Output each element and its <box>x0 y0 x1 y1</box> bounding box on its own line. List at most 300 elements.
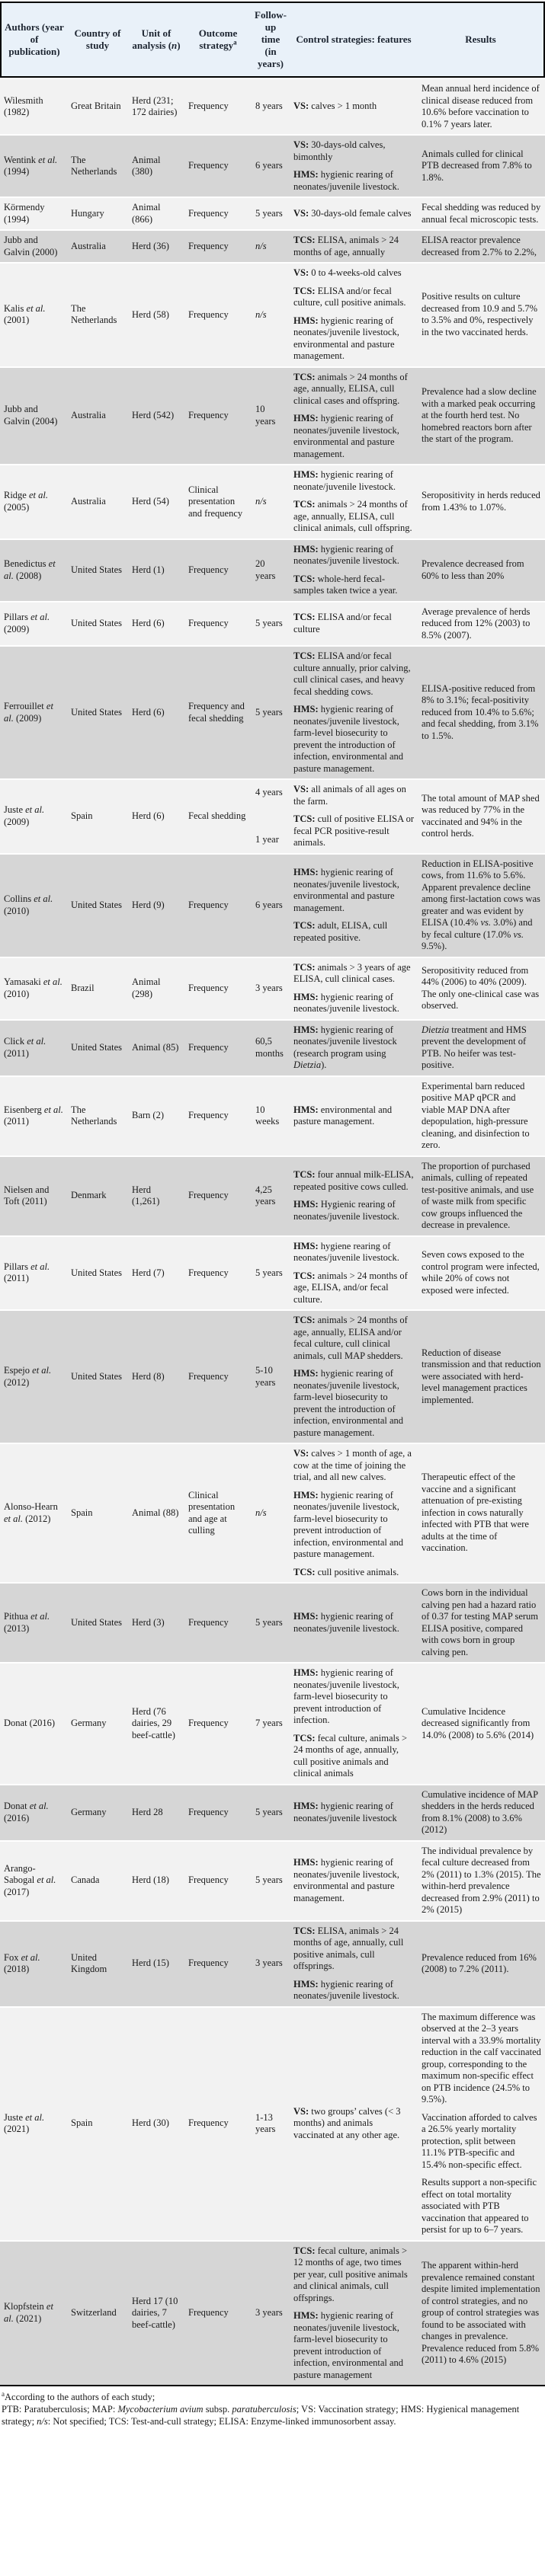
followup-value: 3 years <box>255 2307 283 2318</box>
followup-cell <box>252 264 290 366</box>
followup-cell <box>252 2242 290 2387</box>
table-row <box>0 647 545 778</box>
strategy-item: HMS: hygienic rearing of neonates/juvenile livestock (research program using Dietzia). <box>293 1024 397 1070</box>
unit-cell: Herd (9) <box>128 855 184 957</box>
authors-cell: Benedictus et al. (2008) <box>0 540 67 601</box>
followup-cell <box>252 231 290 262</box>
results-cell <box>418 958 545 1019</box>
result-paragraph: Seven cows exposed to the control program were infected, while 20% of cows not exposed were infected. <box>422 1249 540 1296</box>
strategies-cell <box>290 2008 418 2240</box>
results-cell <box>418 1021 545 1075</box>
results-cell <box>418 1922 545 2006</box>
country-cell: United States <box>67 540 128 601</box>
outcome-cell: Frequency <box>184 1785 252 1840</box>
strategy-item: HMS: hygienic rearing of neonates/juvenile livestock. <box>293 991 399 1014</box>
followup-cell <box>252 780 290 853</box>
authors-cell: Körmendy (1994) <box>0 198 67 229</box>
followup-cell <box>252 79 290 134</box>
strategy-item: HMS: hygienic rearing of neonates/juvenile livestock, farm-level biosecurity to prevent the introduction of infection, environmental and pasture management. <box>293 1368 404 1438</box>
unit-cell: Animal (85) <box>128 1021 184 1075</box>
followup-value: 6 years <box>255 160 283 171</box>
country-cell: Brazil <box>67 958 128 1019</box>
table-row <box>0 540 545 601</box>
followup-cell <box>252 1077 290 1155</box>
followup-value: 5 years <box>255 618 283 628</box>
results-cell <box>418 1311 545 1443</box>
followup-cell <box>252 855 290 957</box>
strategies-cell <box>290 1444 418 1582</box>
authors-cell: Klopfstein et al. (2021) <box>0 2242 67 2387</box>
followup-cell <box>252 1157 290 1235</box>
result-paragraph: Cows born in the individual calving pen had a hazard ratio of 0.37 for testing MAP serum ELISA positive, compared with cows born in group calving pen. <box>422 1587 538 1657</box>
table-header <box>0 2 545 78</box>
authors-cell: Jubb and Galvin (2000) <box>0 231 67 262</box>
followup-cell <box>252 647 290 778</box>
results-cell <box>418 602 545 646</box>
country-cell: United States <box>67 602 128 646</box>
result-paragraph: Seropositivity reduced from 44% (2006) to 40% (2009). The only one-clinical case was observed. <box>422 964 540 1011</box>
result-paragraph: Animals culled for clinical PTB decreased from 7.8% to 1.8%. <box>422 148 532 183</box>
strategy-item: HMS: hygienic rearing of neonates/juvenile livestock <box>293 1801 397 1823</box>
results-cell <box>418 780 545 853</box>
strategies-cell <box>290 79 418 134</box>
strategy-item: HMS: hygienic rearing of neonates/juvenile livestock, farm-level biosecurity to prevent the introduction of infection, environmental and pasture management. <box>293 704 404 774</box>
result-paragraph: Mean annual herd incidence of clinical disease reduced from 10.6% before vaccination to 0.1% 7 years later. <box>422 83 540 129</box>
authors-cell: Espejo et al. (2012) <box>0 1311 67 1443</box>
followup-value: 5 years <box>255 1616 283 1628</box>
results-cell <box>418 1157 545 1235</box>
result-paragraph: Results support a non-specific effect on total mortality associated with PTB vaccination that appeared to persist for up to 6–7 years. <box>422 2177 537 2235</box>
results-cell <box>418 855 545 957</box>
authors-cell: Pillars et al. (2009) <box>0 602 67 646</box>
strategies-cell <box>290 1157 418 1235</box>
authors-cell: Click et al. (2011) <box>0 1021 67 1075</box>
table-row <box>0 368 545 465</box>
followup-cell <box>252 540 290 601</box>
country-cell: Canada <box>67 1842 128 1920</box>
strategy-item: TCS: four annual milk-ELISA, repeated positive cows culled. <box>293 1169 414 1192</box>
unit-cell: Herd (6) <box>128 602 184 646</box>
country-cell: Spain <box>67 780 128 853</box>
unit-cell: Herd (3) <box>128 1584 184 1662</box>
outcome-cell: Frequency <box>184 958 252 1019</box>
outcome-cell: Frequency <box>184 198 252 229</box>
strategies-cell <box>290 1785 418 1840</box>
result-paragraph: Dietzia treatment and HMS prevent the development of PTB. No heifer was test-positive. <box>422 1024 527 1070</box>
followup-cell <box>252 198 290 229</box>
strategies-cell <box>290 136 418 197</box>
strategy-item: HMS: hygienic rearing of neonates/juvenile livestock, farm-level biosecurity to prevent introduction of infection, environmental and pasture management. <box>293 1489 404 1559</box>
followup-cell <box>252 465 290 539</box>
unit-cell: Herd (6) <box>128 780 184 853</box>
results-cell <box>418 1077 545 1155</box>
strategies-cell <box>290 647 418 778</box>
result-paragraph: The individual prevalence by fecal culture decreased from 2% (2011) to 1.3% (2015). The within-herd prevalence decreased from 2.9% (2011) to 2% (2015) <box>422 1845 541 1915</box>
unit-cell: Herd (6) <box>128 647 184 778</box>
strategies-cell <box>290 1664 418 1784</box>
strategy-item: HMS: hygienic rearing of neonates/juvenile livestock. <box>293 169 399 192</box>
unit-cell: Herd (58) <box>128 264 184 366</box>
authors-cell: Pithua et al. (2013) <box>0 1584 67 1662</box>
result-paragraph: Average prevalence of herds reduced from 12% (2003) to 8.5% (2007). <box>422 606 531 641</box>
outcome-cell: Frequency <box>184 1311 252 1443</box>
table-row <box>0 2242 545 2387</box>
results-cell <box>418 1444 545 1582</box>
outcome-cell: Frequency <box>184 136 252 197</box>
followup-value: n/s <box>255 1507 267 1518</box>
unit-cell: Herd (36) <box>128 231 184 262</box>
unit-cell: Herd (542) <box>128 368 184 465</box>
country-cell: United States <box>67 1237 128 1310</box>
result-paragraph: Prevalence had a slow decline with a marked peak occurring at the fourth herd test. No homebred reactors born after the start of the program. <box>422 386 537 444</box>
column-header: Follow-up time (in years) <box>252 2 290 78</box>
table-row <box>0 958 545 1019</box>
strategies-cell <box>290 1021 418 1075</box>
strategy-item: TCS: fecal culture, animals > 12 months of age, two times per year, cull positive animals and clinical animals, cull offsprings. <box>293 2245 408 2303</box>
column-header: Control strategies: features <box>290 2 418 78</box>
results-cell <box>418 540 545 601</box>
country-cell: Spain <box>67 2008 128 2240</box>
results-cell <box>418 1584 545 1662</box>
strategy-item: HMS: hygienic rearing of neonates/juvenile livestock. <box>293 1978 399 2001</box>
country-cell: United States <box>67 1584 128 1662</box>
unit-cell: Herd 17 (10 dairies, 7 beef-cattle) <box>128 2242 184 2387</box>
followup-value: 7 years <box>255 1718 283 1728</box>
strategy-item: HMS: hygienic rearing of neonates/juvenile livestock. <box>293 543 399 566</box>
outcome-cell: Frequency <box>184 1842 252 1920</box>
table-row <box>0 1237 545 1310</box>
strategy-item: HMS: hygienic rearing of neonates/juvenile livestock, farm-level biosecurity to prevent introduction of infection. <box>293 1667 399 1725</box>
strategy-item: HMS: hygienic rearing of neonates/juvenile livestock, environmental and pasture management. <box>293 413 399 459</box>
unit-cell: Herd (1) <box>128 540 184 601</box>
country-cell: Switzerland <box>67 2242 128 2387</box>
table-row <box>0 1444 545 1582</box>
outcome-cell: Frequency <box>184 1664 252 1784</box>
followup-value: n/s <box>255 496 267 507</box>
followup-value: 5 years <box>255 207 283 219</box>
unit-cell: Herd 28 <box>128 1785 184 1840</box>
strategy-item: TCS: cull positive animals. <box>293 1566 399 1577</box>
result-paragraph: ELISA-positive reduced from 8% to 3.1%; fecal-positivity reduced from 10.4% to 5.6%; and fecal shedding, from 3.1% to 1.5%. <box>422 682 539 741</box>
followup-value: 5-10 years <box>255 1365 276 1388</box>
outcome-cell: Frequency <box>184 2242 252 2387</box>
unit-cell: Herd (15) <box>128 1922 184 2006</box>
strategy-item: VS: all animals of all ages on the farm. <box>293 784 406 807</box>
unit-cell: Animal (866) <box>128 198 184 229</box>
authors-cell: Juste et al. (2021) <box>0 2008 67 2240</box>
country-cell: United States <box>67 1311 128 1443</box>
column-header: Outcome strategy$^a$ <box>184 2 252 78</box>
strategies-cell <box>290 1922 418 2006</box>
strategy-item: TCS: animals > 24 months of age, annually, ELISA, cull clinical animals, cull offspring. <box>293 499 412 533</box>
strategy-item: TCS: fecal culture, animals > 24 months of age, annually, cull positive animals and clinical animals <box>293 1732 408 1779</box>
outcome-cell: Frequency <box>184 2008 252 2240</box>
followup-value: 20 years <box>255 558 276 581</box>
table-row <box>0 1922 545 2006</box>
strategy-item: VS: 30-days-old female calves <box>293 207 412 219</box>
strategies-cell <box>290 368 418 465</box>
results-cell <box>418 231 545 262</box>
authors-cell: Donat (2016) <box>0 1664 67 1784</box>
column-header: Country of study <box>67 2 128 78</box>
followup-cell <box>252 1842 290 1920</box>
outcome-cell: Frequency <box>184 1021 252 1075</box>
result-paragraph: The total amount of MAP shed was reduced by 77% in the vaccinated and 94% in the control herds. <box>422 792 540 839</box>
strategy-item: TCS: animals > 3 years of age ELISA, cull clinical cases. <box>293 961 411 984</box>
results-cell <box>418 1237 545 1310</box>
strategies-cell <box>290 198 418 229</box>
strategies-cell <box>290 780 418 853</box>
results-cell <box>418 1785 545 1840</box>
strategies-cell <box>290 855 418 957</box>
followup-value: 60,5 months <box>255 1036 284 1059</box>
followup-cell <box>252 1237 290 1310</box>
unit-cell: Herd (76 dairies, 29 beef-cattle) <box>128 1664 184 1784</box>
authors-cell: Wilesmith (1982) <box>0 79 67 134</box>
strategy-item: HMS: Hygienic rearing of neonates/juvenile livestock. <box>293 1199 399 1222</box>
followup-value: 5 years <box>255 1874 283 1886</box>
followup-value: 4,25 years <box>255 1184 276 1207</box>
table-row <box>0 1664 545 1784</box>
authors-cell: Fox et al. (2018) <box>0 1922 67 2006</box>
strategy-item: TCS: ELISA, animals > 24 months of age, annually <box>293 235 399 257</box>
unit-cell: Herd (54) <box>128 465 184 539</box>
strategy-item: TCS: ELISA, animals > 24 months of age, annually, cull positive animals, cull offsprings. <box>293 1925 404 1971</box>
strategy-item: HMS: hygienic rearing of neonates/juvenile livestock, environmental and pasture management. <box>293 867 399 913</box>
outcome-cell: Frequency <box>184 1157 252 1235</box>
strategy-item: VS: two groups’ calves (< 3 months) and animals vaccinated at any other age. <box>293 2105 401 2140</box>
unit-cell: Animal (88) <box>128 1444 184 1582</box>
column-header: Unit of analysis (n) <box>128 2 184 78</box>
strategies-cell <box>290 2242 418 2387</box>
table-body <box>0 79 545 2386</box>
results-cell <box>418 136 545 197</box>
outcome-cell: Clinical presentation and frequency <box>184 465 252 539</box>
result-paragraph: Positive results on culture decreased from 10.9 and 5.7% to 3.5% and 0%, respectively in the two vaccinated herds. <box>422 291 538 337</box>
table-row <box>0 264 545 366</box>
authors-cell: Wentink et al. (1994) <box>0 136 67 197</box>
outcome-cell: Frequency <box>184 231 252 262</box>
country-cell: Germany <box>67 1664 128 1784</box>
followup-cell <box>252 1021 290 1075</box>
strategy-item: TCS: ELISA and/or fecal culture, cull positive animals. <box>293 285 406 308</box>
table-row <box>0 198 545 229</box>
table-row <box>0 1785 545 1840</box>
authors-cell: Nielsen and Toft (2011) <box>0 1157 67 1235</box>
strategy-item: TCS: animals > 24 months of age, ELISA, and/or fecal culture. <box>293 1270 408 1305</box>
strategy-item: TCS: whole-herd fecal-samples taken twice a year. <box>293 573 398 596</box>
outcome-cell: Frequency <box>184 1584 252 1662</box>
outcome-cell: Frequency <box>184 602 252 646</box>
country-cell: Australia <box>67 368 128 465</box>
strategies-cell <box>290 958 418 1019</box>
table-row <box>0 465 545 539</box>
strategies-cell <box>290 264 418 366</box>
followup-cell <box>252 958 290 1019</box>
strategies-cell <box>290 1237 418 1310</box>
strategy-item: TCS: adult, ELISA, cull repeated positive. <box>293 920 388 943</box>
strategies-cell <box>290 1077 418 1155</box>
country-cell: Spain <box>67 1444 128 1582</box>
strategy-item: VS: 30-days-old calves, bimonthly <box>293 139 386 162</box>
strategies-cell <box>290 1311 418 1443</box>
followup-value: 5 years <box>255 1267 283 1278</box>
strategy-item: VS: calves > 1 month <box>293 101 377 112</box>
outcome-cell: Frequency and fecal shedding <box>184 647 252 778</box>
result-paragraph: The apparent within-herd prevalence remained constant despite limited implementation of control strategies, and no group of control strategies was found to be associated with changes in prevalence. Prevalence reduced from 5.8% (2011) to 4.6% (2015) <box>422 2260 540 2365</box>
table-row <box>0 1842 545 1920</box>
followup-cell <box>252 1922 290 2006</box>
followup-cell <box>252 602 290 646</box>
followup-value: 6 years <box>255 899 283 910</box>
authors-cell: Ridge et al. (2005) <box>0 465 67 539</box>
authors-cell: Arango-Sabogal et al. (2017) <box>0 1842 67 1920</box>
column-header: Authors (year of publication) <box>0 2 67 78</box>
strategy-item: VS: 0 to 4-weeks-old calves <box>293 267 402 278</box>
followup-value: 1-13 years <box>255 2111 276 2134</box>
result-paragraph: Prevalence decreased from 60% to less than 20% <box>422 558 524 581</box>
table-row <box>0 1077 545 1155</box>
result-paragraph: Vaccination afforded to calves a 26.5% yearly mortality protection, split between 11.1% PTB-specific and 15.4% non-specific effect. <box>422 2111 537 2170</box>
outcome-cell: Frequency <box>184 1077 252 1155</box>
followup-value: 10 years <box>255 404 276 427</box>
strategy-item: HMS: hygienic rearing of neonates/juvenile livestock, farm-level biosecurity to prevent introduction of infection, environmental and pasture management <box>293 2310 404 2380</box>
country-cell: United States <box>67 647 128 778</box>
footnote-line: PTB: Paratuberculosis; MAP: Mycobacterium avium subsp. paratuberculosis; VS: Vaccination strategy; HMS: Hygienical management strategy; n/s: Not specified; TCS: Test-and-cull strategy; ELISA: Enzyme-linked immunosorbent assay. <box>2 2404 520 2427</box>
footnote-line: $^a$According to the authors of each study; <box>2 2389 155 2402</box>
followup-cell <box>252 1664 290 1784</box>
authors-cell: Eisenberg et al. (2011) <box>0 1077 67 1155</box>
table-row <box>0 136 545 197</box>
unit-cell: Herd (1,261) <box>128 1157 184 1235</box>
result-paragraph: Prevalence reduced from 16% (2008) to 7.2% (2011). <box>422 1951 537 1974</box>
table-row <box>0 231 545 262</box>
result-paragraph: Cumulative Incidence decreased significantly from 14.0% (2008) to 5.6% (2014) <box>422 1705 534 1740</box>
authors-cell: Jubb and Galvin (2004) <box>0 368 67 465</box>
results-cell <box>418 264 545 366</box>
country-cell: Australia <box>67 465 128 539</box>
table-row <box>0 780 545 853</box>
followup-value: n/s <box>255 308 267 320</box>
country-cell: United States <box>67 1021 128 1075</box>
strategy-item: HMS: environmental and pasture management. <box>293 1104 393 1127</box>
followup-value: 5 years <box>255 1806 283 1817</box>
results-cell <box>418 2242 545 2387</box>
table-row <box>0 1311 545 1443</box>
table-row <box>0 602 545 646</box>
authors-cell: Yamasaki et al. (2010) <box>0 958 67 1019</box>
authors-cell: Collins et al. (2010) <box>0 855 67 957</box>
column-header: Results <box>418 2 545 78</box>
country-cell: Denmark <box>67 1157 128 1235</box>
table-row <box>0 1021 545 1075</box>
followup-value: 1 year <box>255 833 279 845</box>
strategy-item: TCS: ELISA and/or fecal culture <box>293 612 392 634</box>
country-cell: Australia <box>67 231 128 262</box>
followup-cell <box>252 368 290 465</box>
authors-cell: Ferrouillet et al. (2009) <box>0 647 67 778</box>
unit-cell: Herd (30) <box>128 2008 184 2240</box>
country-cell: United Kingdom <box>67 1922 128 2006</box>
strategy-item: HMS: hygiene rearing of neonates/juvenile livestock. <box>293 1240 399 1263</box>
result-paragraph: Therapeutic effect of the vaccine and a significant attenuation of pre-existing infection in cows naturally infected with PTB that were adults at the time of vaccination. <box>422 1472 529 1554</box>
unit-cell: Herd (7) <box>128 1237 184 1310</box>
outcome-cell: Frequency <box>184 264 252 366</box>
strategy-item: TCS: cull of positive ELISA or fecal PCR positive-result animals. <box>293 813 414 848</box>
result-paragraph: ELISA reactor prevalence decreased from 2.7% to 2.2%, <box>422 235 537 257</box>
strategies-cell <box>290 1584 418 1662</box>
results-cell <box>418 465 545 539</box>
followup-cell <box>252 1584 290 1662</box>
unit-cell: Animal (298) <box>128 958 184 1019</box>
followup-cell <box>252 1444 290 1582</box>
country-cell: United States <box>67 855 128 957</box>
strategy-item: HMS: hygienic rearing of neonates/juvenile livestock. <box>293 1611 399 1634</box>
authors-cell: Juste et al. (2009) <box>0 780 67 853</box>
table-row <box>0 2008 545 2240</box>
followup-cell <box>252 1785 290 1840</box>
followup-cell <box>252 136 290 197</box>
strategies-cell <box>290 465 418 539</box>
unit-cell: Barn (2) <box>128 1077 184 1155</box>
outcome-cell: Frequency <box>184 79 252 134</box>
results-cell <box>418 368 545 465</box>
outcome-cell: Frequency <box>184 1237 252 1310</box>
authors-cell: Donat et al. (2016) <box>0 1785 67 1840</box>
followup-cell <box>252 1311 290 1443</box>
results-cell <box>418 1842 545 1920</box>
result-paragraph: Reduction of disease transmission and that reduction were associated with herd-level management practices implemented. <box>422 1347 541 1405</box>
result-paragraph: The maximum difference was observed at the 2–3 years interval with a 33.9% mortality reduction in the calf vaccinated group, corresponding to the maximum non-specific effect on PTB incidence (24.5% to 9.5%). <box>422 2011 541 2105</box>
country-cell: Great Britain <box>67 79 128 134</box>
outcome-cell: Fecal shedding <box>184 780 252 853</box>
result-paragraph: Cumulative incidence of MAP shedders in the herds reduced from 8.1% (2008) to 3.6% (2012) <box>422 1788 538 1835</box>
result-paragraph: The proportion of purchased animals, culling of repeated test-positive animals, and use of waste milk from specific cow groups influenced the decrease in prevalence. <box>422 1160 534 1230</box>
followup-value: 8 years <box>255 101 283 112</box>
results-cell <box>418 79 545 134</box>
strategy-item: VS: calves > 1 month of age, a cow at the time of joining the trial, and all new calves. <box>293 1448 412 1482</box>
outcome-cell: Clinical presentation and age at culling <box>184 1444 252 1582</box>
followup-value: 3 years <box>255 1958 283 1969</box>
results-cell <box>418 1664 545 1784</box>
outcome-cell: Frequency <box>184 368 252 465</box>
strategy-item: HMS: hygienic rearing of neonates/juvenile livestock, environmental and pasture management. <box>293 1857 399 1903</box>
header-row <box>0 2 545 78</box>
result-paragraph: Seropositivity in herds reduced from 1.43% to 1.07%. <box>422 490 540 513</box>
unit-cell: Herd (8) <box>128 1311 184 1443</box>
result-paragraph: Reduction in ELISA-positive cows, from 11.6% to 5.6%. Apparent prevalence decline among first-lactation cows was greater and was evident by ELISA (10.4% vs. 3.0%) and by fecal culture (17.0% vs. 9.5%). <box>422 858 540 951</box>
unit-cell: Herd (231; 172 dairies) <box>128 79 184 134</box>
outcome-cell: Frequency <box>184 1922 252 2006</box>
strategies-cell <box>290 602 418 646</box>
table-row <box>0 1584 545 1662</box>
country-cell: The Netherlands <box>67 136 128 197</box>
authors-cell: Pillars et al. (2011) <box>0 1237 67 1310</box>
authors-cell: Alonso-Hearn et al. (2012) <box>0 1444 67 1582</box>
result-paragraph: Fecal shedding was reduced by annual fecal microscopic tests. <box>422 202 541 225</box>
table-footnotes <box>0 2388 545 2435</box>
outcome-cell: Frequency <box>184 540 252 601</box>
strategies-cell <box>290 540 418 601</box>
country-cell: Germany <box>67 1785 128 1840</box>
table-row <box>0 1157 545 1235</box>
unit-cell: Animal (380) <box>128 136 184 197</box>
result-paragraph: Experimental barn reduced positive MAP qPCR and viable MAP DNA after depopulation, high-pressure cleaning, and disinfection to zero. <box>422 1080 530 1150</box>
strategies-cell <box>290 1842 418 1920</box>
strategy-item: TCS: animals > 24 months of age, annually, ELISA and/or fecal culture, cull clinical animals, cull MAP shedders. <box>293 1315 408 1361</box>
followup-value: n/s <box>255 240 267 251</box>
strategies-cell <box>290 231 418 262</box>
